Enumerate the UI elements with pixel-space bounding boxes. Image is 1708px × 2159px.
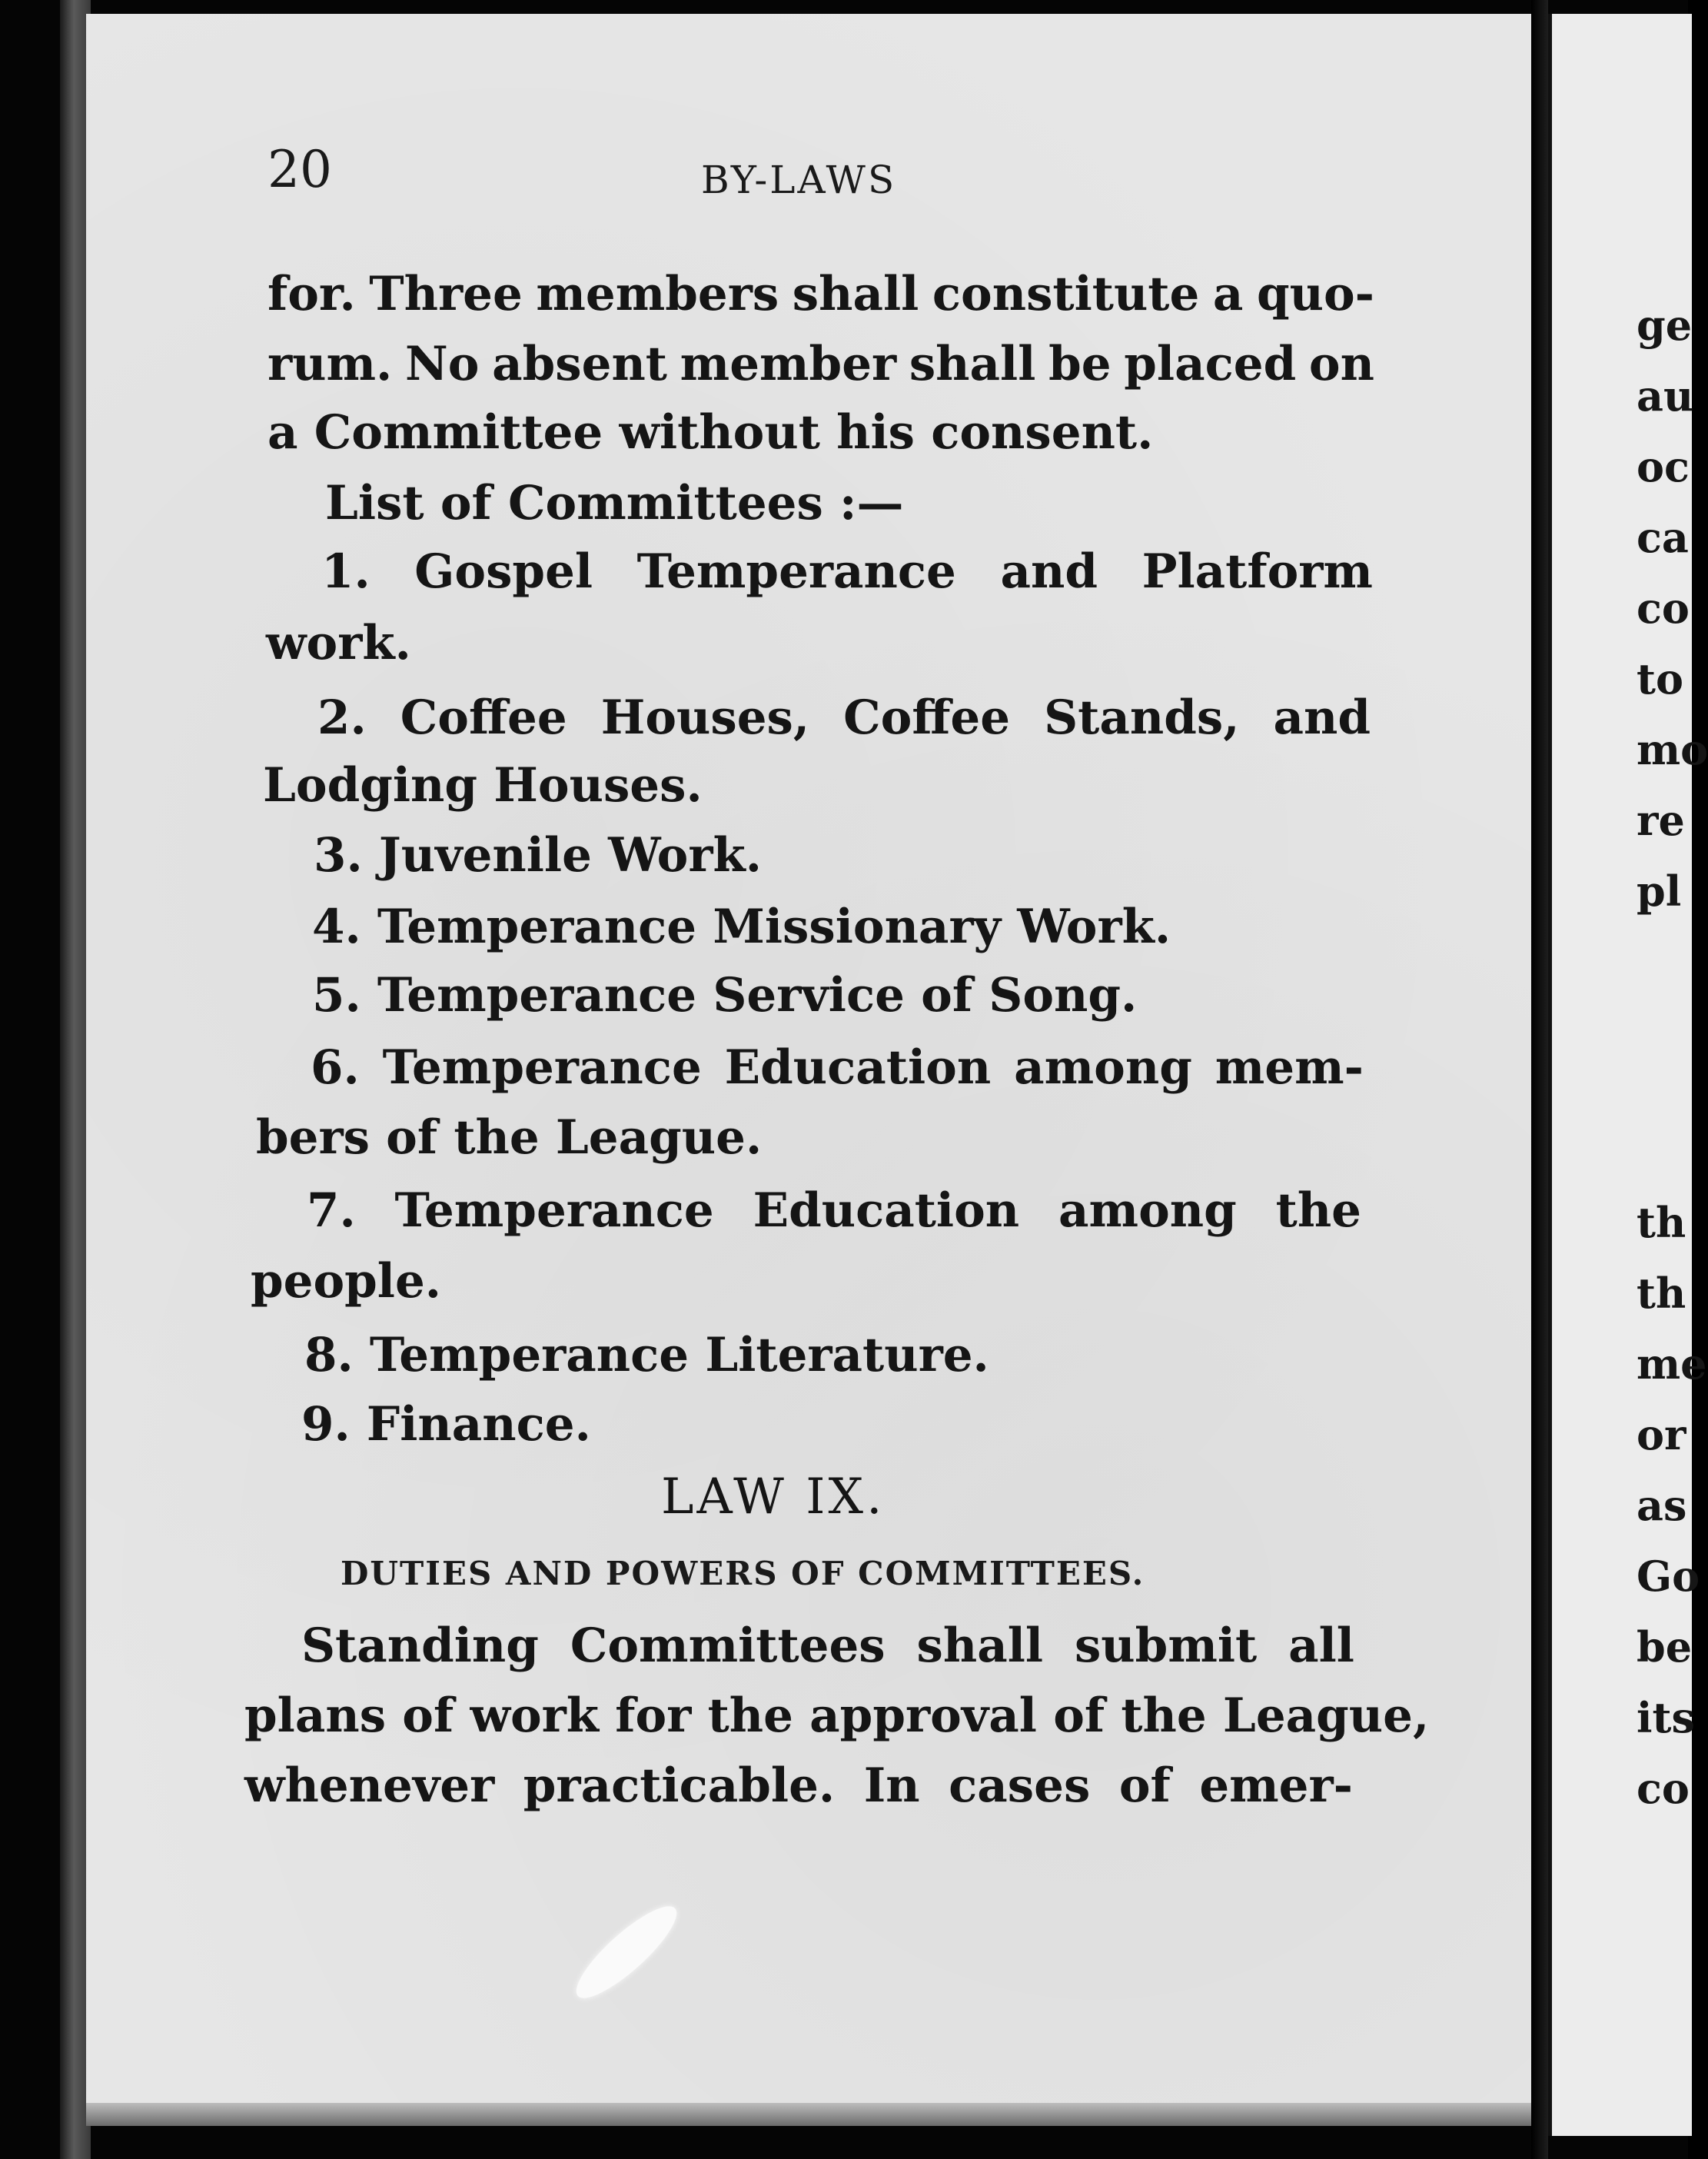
text-line [301, 1618, 1354, 1673]
fragment: Go [1637, 1552, 1700, 1601]
list-item: 8. Temperance Literature. [304, 1328, 989, 1382]
fragment: to [1637, 654, 1683, 704]
word: practicable. [523, 1758, 836, 1813]
word: Committees [570, 1618, 886, 1673]
fragment: co [1637, 1764, 1690, 1813]
fragment: th [1637, 1269, 1686, 1318]
word: shall [909, 337, 1036, 391]
list-item-continuation: Lodging Houses. [263, 758, 703, 813]
list-item: 3. Juvenile Work. [314, 828, 762, 883]
word: all [1288, 1618, 1354, 1673]
word: cases [949, 1758, 1091, 1813]
word: Gospel [414, 544, 593, 599]
word: In [863, 1758, 920, 1813]
word: among [1058, 1183, 1237, 1238]
text-line: a Committee without his consent. [267, 405, 1154, 460]
page-bottom-edge [86, 2103, 1531, 2126]
word: whenever [244, 1758, 495, 1813]
word: Platform [1141, 544, 1373, 599]
word: Education [753, 1183, 1020, 1238]
fragment: pl [1637, 867, 1682, 916]
word: Three [369, 267, 523, 321]
list-item: 4. Temperance Missionary Work. [312, 900, 1171, 954]
word: 1. [321, 544, 371, 599]
word: shall [916, 1618, 1044, 1673]
fragment: oc [1637, 442, 1690, 491]
list-item-continuation: people. [251, 1254, 442, 1309]
word: 2. [317, 690, 367, 745]
word: placed [1124, 337, 1297, 391]
word: 6. [311, 1040, 360, 1095]
fragment: me [1637, 1339, 1707, 1389]
word: submit [1074, 1618, 1258, 1673]
word: rum. [267, 337, 393, 391]
word: among [1014, 1040, 1192, 1095]
fragment: be [1637, 1622, 1693, 1672]
word: on [1308, 337, 1374, 391]
fragment: its [1637, 1693, 1695, 1742]
word: quo- [1256, 267, 1374, 321]
word: Stands, [1044, 690, 1240, 745]
word: of [1118, 1758, 1171, 1813]
list-item: 5. Temperance Service of Song. [312, 968, 1138, 1023]
word: the [1275, 1183, 1361, 1238]
fragment: co [1637, 584, 1690, 633]
word: Temperance [636, 544, 956, 599]
fragment: or [1637, 1410, 1686, 1459]
text-line [267, 267, 1374, 321]
word: Standing [301, 1618, 539, 1673]
book-gutter [1531, 0, 1548, 2159]
list-item: 9. Finance. [301, 1397, 591, 1452]
list-item-continuation: bers of the League. [256, 1110, 763, 1165]
fragment: mo [1637, 725, 1708, 774]
fragment: ca [1637, 513, 1689, 562]
section-heading: LAW IX. [661, 1469, 886, 1525]
running-header: BY-LAWS [701, 158, 897, 202]
word: constitute [932, 267, 1200, 321]
list-item [311, 1040, 1364, 1095]
word: for. [267, 267, 356, 321]
list-item [321, 544, 1373, 599]
word: absent [492, 337, 667, 391]
section-subheading: DUTIES AND POWERS OF COMMITTEES. [341, 1555, 1145, 1592]
list-heading: List of Committees :— [325, 476, 904, 531]
text-line: plans of work for the approval of the League, [244, 1688, 1430, 1743]
word: mem- [1215, 1040, 1364, 1095]
text-line [267, 337, 1374, 391]
text-line [244, 1758, 1353, 1813]
word: shall [792, 267, 919, 321]
list-item [317, 690, 1371, 745]
fragment: au [1637, 371, 1694, 421]
fragment: re [1637, 796, 1685, 845]
list-item-continuation: work. [266, 616, 411, 670]
word: emer- [1199, 1758, 1353, 1813]
fragment: th [1637, 1198, 1686, 1247]
word: Coffee [400, 690, 567, 745]
word: 7. [307, 1183, 356, 1238]
word: member [680, 337, 897, 391]
page-number: 20 [267, 140, 332, 199]
word: be [1048, 337, 1112, 391]
word: Education [724, 1040, 992, 1095]
word: Temperance [382, 1040, 702, 1095]
word: No [404, 337, 480, 391]
word: Temperance [394, 1183, 714, 1238]
word: Houses, [600, 690, 810, 745]
word: and [1000, 544, 1098, 599]
facing-page-fragment [1548, 14, 1708, 2136]
list-item [307, 1183, 1361, 1238]
fragment: as [1637, 1481, 1687, 1530]
fragment: ge [1637, 301, 1693, 350]
word: Coffee [843, 690, 1011, 745]
word: and [1273, 690, 1371, 745]
word: members [536, 267, 779, 321]
word: a [1212, 267, 1244, 321]
